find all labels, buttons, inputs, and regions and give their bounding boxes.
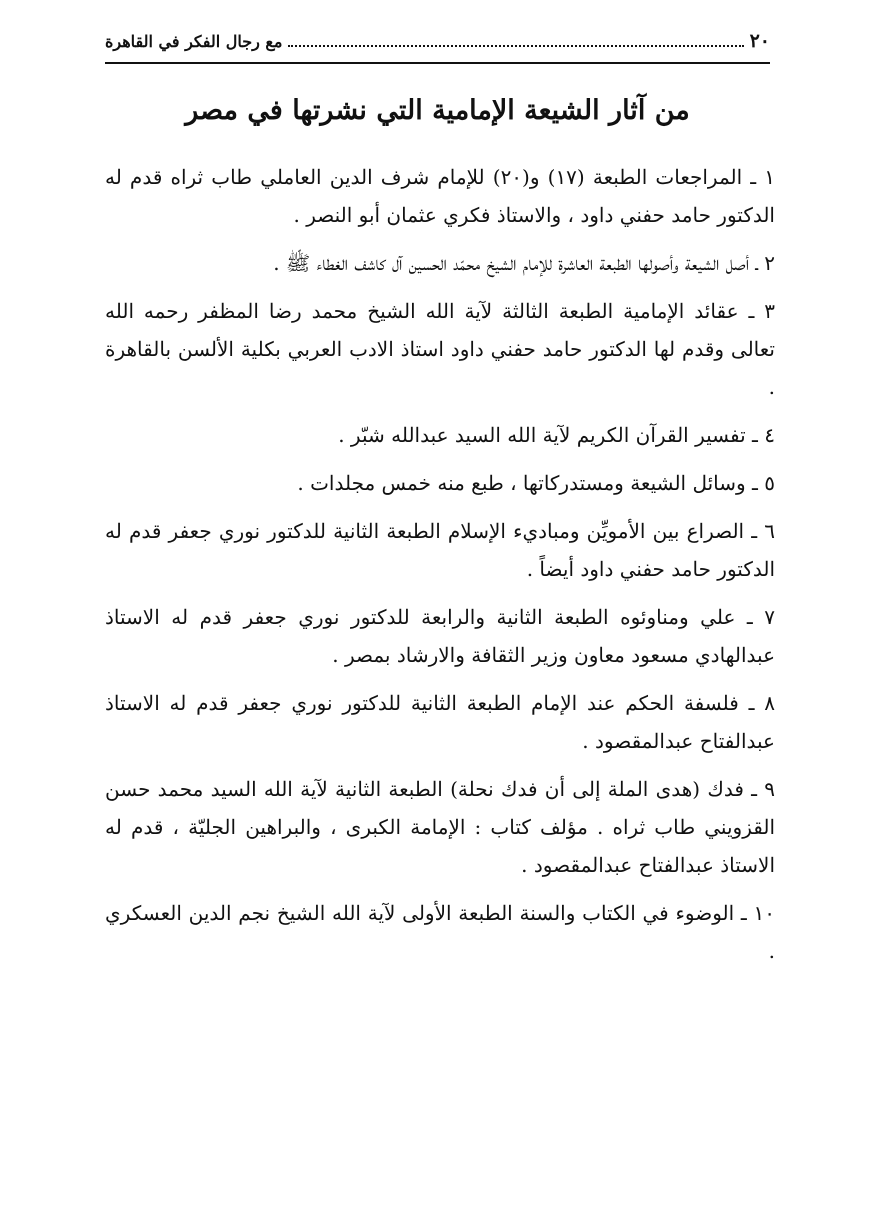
list-item: ٧ ـ علي ومناوئوه الطبعة الثانية والرابعة للدكتور نوري جعفر قدم له الاستاذ عبدالهادي مسعود معاون وزير الثقافة والارشاد بمصر . [105,605,775,667]
page-number: ٢٠ [749,30,770,52]
entry-list [105,158,775,980]
list-item: ٣ ـ عقائد الإمامية الطبعة الثالثة لآية الله الشيخ محمد رضا المظفر رحمه الله تعالى وقدم لها الدكتور حامد حفني داود استاذ الادب العربي بكلية الألسن بالقاهرة . [105,299,775,399]
list-item: ١٠ ـ الوضوء في الكتاب والسنة الطبعة الأولى لآية الله الشيخ نجم الدين العسكري . [105,901,775,963]
list-item: ٢ ـ أصل الشيعة وأصولها الطبعة العاشرة للإمام الشيخ محمّد الحسين آل كاشف الغطاء ﷺ . [273,251,775,275]
list-item: ٥ ـ وسائل الشيعة ومستدركاتها ، طبع منه خمس مجلدات . [297,471,775,495]
list-item: ١ ـ المراجعات الطبعة (١٧) و(٢٠) للإمام شرف الدين العاملي طاب ثراه قدم له الدكتور حامد حفني داود ، والاستاذ فكري عثمان أبو النصر . [105,165,776,227]
running-header [105,30,770,64]
list-item: ٦ ـ الصراع بين الأمويِّن ومباديء الإسلام الطبعة الثانية للدكتور نوري جعفر قدم له الدكتور حامد حفني داود أيضاً . [105,519,775,581]
list-item: ٤ ـ تفسير القرآن الكريم لآية الله السيد عبدالله شبّر . [338,423,775,447]
page-title: من آثار الشيعة الإمامية التي نشرتها في مصر [185,95,690,126]
list-item: ٩ ـ فدك (هدى الملة إلى أن فدك نحلة) الطبعة الثانية لآية الله السيد محمد حسن القزويني طاب ثراه . مؤلف كتاب : الإمامة الكبرى ، والبراهين الجليّة ، قدم له الاستاذ عبدالفتاح عبدالمقصود . [105,777,775,877]
running-title: مع رجال الفكر في القاهرة [105,32,283,51]
header-dot-leader [288,31,743,47]
list-item: ٨ ـ فلسفة الحكم عند الإمام الطبعة الثانية للدكتور نوري جعفر قدم له الاستاذ عبدالفتاح عبدالمقصود . [105,691,775,753]
